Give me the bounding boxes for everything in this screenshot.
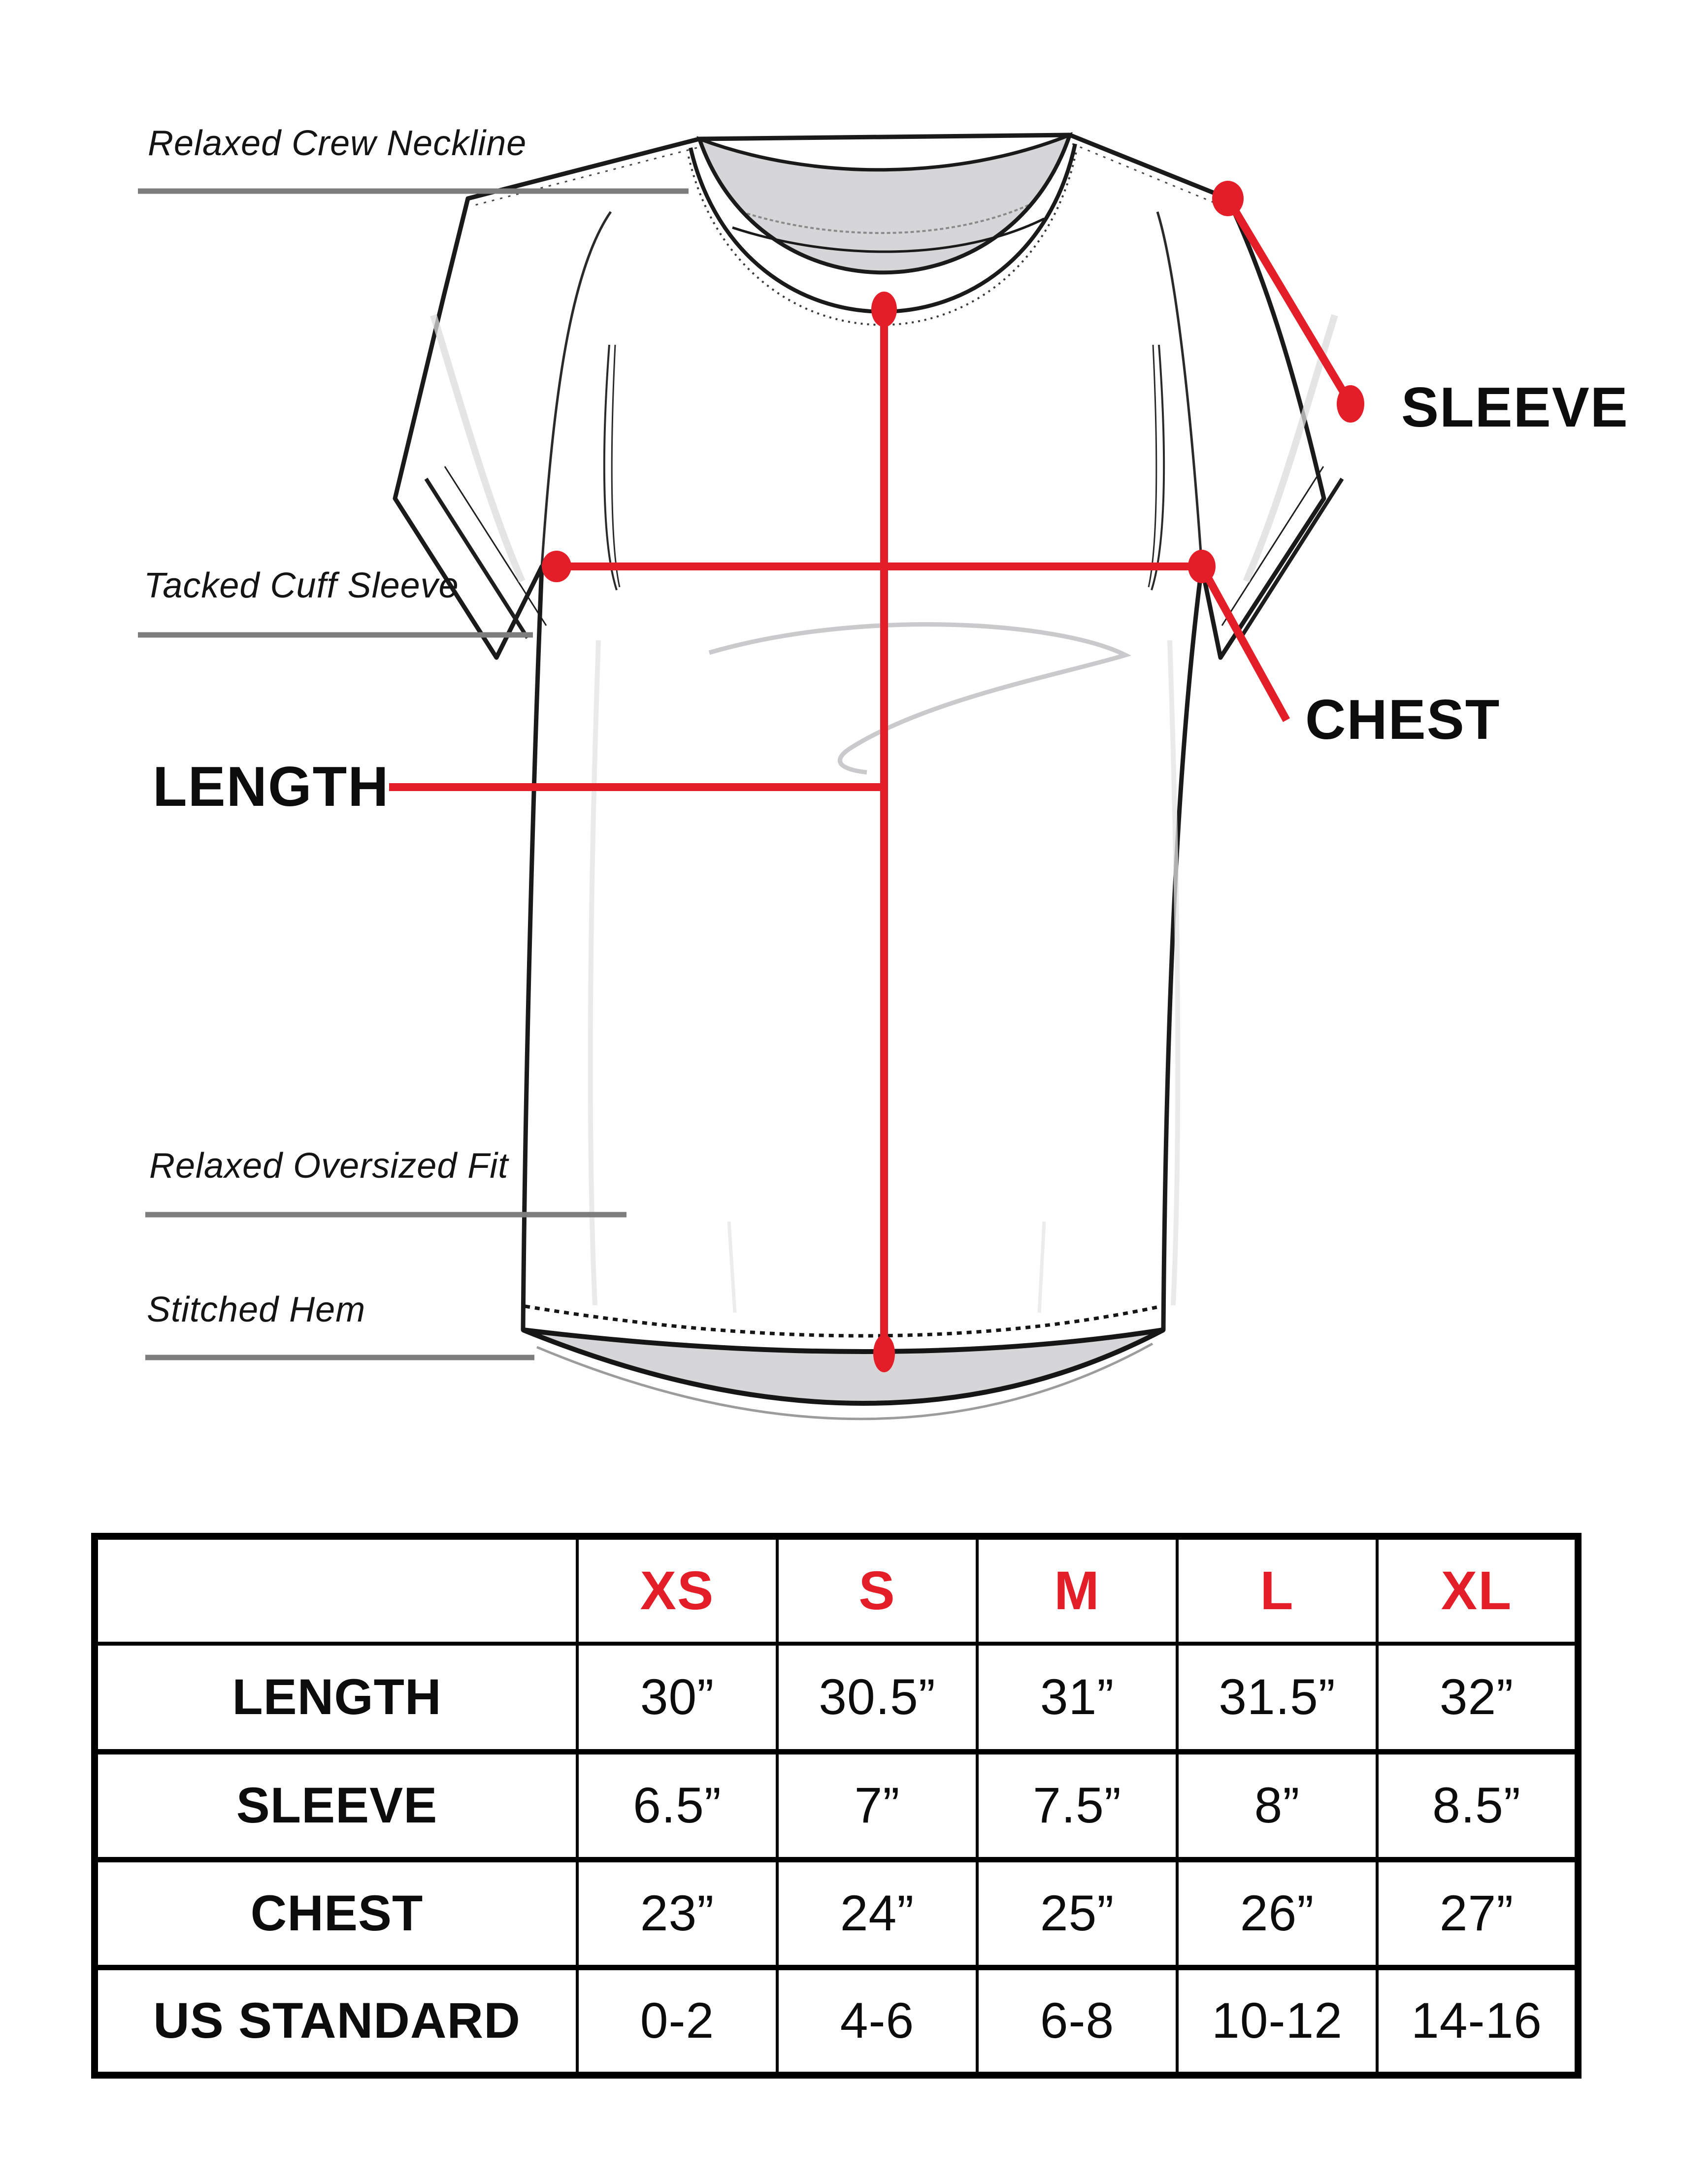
size-column-header: S bbox=[777, 1536, 977, 1644]
chest-left-dot bbox=[542, 551, 571, 582]
chest-label: CHEST bbox=[1305, 689, 1501, 751]
cell: 23” bbox=[577, 1859, 777, 1967]
cell: 6-8 bbox=[977, 1967, 1177, 2075]
table-row-chest bbox=[95, 1859, 1578, 1967]
cell: 14-16 bbox=[1377, 1967, 1578, 2075]
length-label: LENGTH bbox=[153, 756, 390, 818]
cell: 25” bbox=[977, 1859, 1177, 1967]
neck-dot bbox=[871, 292, 897, 327]
size-header-row bbox=[95, 1536, 1578, 1644]
sleeve-label: SLEEVE bbox=[1401, 376, 1629, 439]
cell: 31” bbox=[977, 1644, 1177, 1752]
cell: 6.5” bbox=[577, 1752, 777, 1859]
row-label: CHEST bbox=[250, 1885, 424, 1941]
corner-cell bbox=[95, 1536, 577, 1644]
cell: 31.5” bbox=[1177, 1644, 1377, 1752]
size-chart-table bbox=[91, 1533, 1575, 2072]
cell: 24” bbox=[777, 1859, 977, 1967]
cell: 0-2 bbox=[577, 1967, 777, 2075]
cell: 32” bbox=[1377, 1644, 1578, 1752]
table-row-us-standard bbox=[95, 1967, 1578, 2075]
cell: 30.5” bbox=[777, 1644, 977, 1752]
row-label: SLEEVE bbox=[236, 1777, 438, 1833]
hem-dot bbox=[873, 1335, 895, 1372]
oversized-fit-label: Relaxed Oversized Fit bbox=[149, 1146, 509, 1186]
row-label: LENGTH bbox=[232, 1669, 442, 1725]
cell: 7” bbox=[777, 1752, 977, 1859]
size-column-header: XS bbox=[577, 1536, 777, 1644]
stitched-hem-label: Stitched Hem bbox=[147, 1290, 366, 1329]
size-column-header: L bbox=[1177, 1536, 1377, 1644]
tshirt-body bbox=[395, 135, 1342, 1352]
table-row-sleeve bbox=[95, 1752, 1578, 1859]
cell: 30” bbox=[577, 1644, 777, 1752]
table-row-length bbox=[95, 1644, 1578, 1752]
cell: 26” bbox=[1177, 1859, 1377, 1967]
size-column-header: M bbox=[977, 1536, 1177, 1644]
tacked-cuff-label: Tacked Cuff Sleeve bbox=[144, 566, 459, 605]
cell: 4-6 bbox=[777, 1967, 977, 2075]
cell: 8.5” bbox=[1377, 1752, 1578, 1859]
chest-right-dot bbox=[1188, 550, 1216, 583]
cell: 8” bbox=[1177, 1752, 1377, 1859]
sleeve-cuff-dot bbox=[1337, 385, 1364, 423]
neckline-label: Relaxed Crew Neckline bbox=[148, 124, 527, 163]
shoulder-dot bbox=[1212, 181, 1244, 216]
size-column-header: XL bbox=[1377, 1536, 1578, 1644]
row-label: US STANDARD bbox=[153, 1992, 521, 2049]
cell: 7.5” bbox=[977, 1752, 1177, 1859]
cell: 10-12 bbox=[1177, 1967, 1377, 2075]
cell: 27” bbox=[1377, 1859, 1578, 1967]
